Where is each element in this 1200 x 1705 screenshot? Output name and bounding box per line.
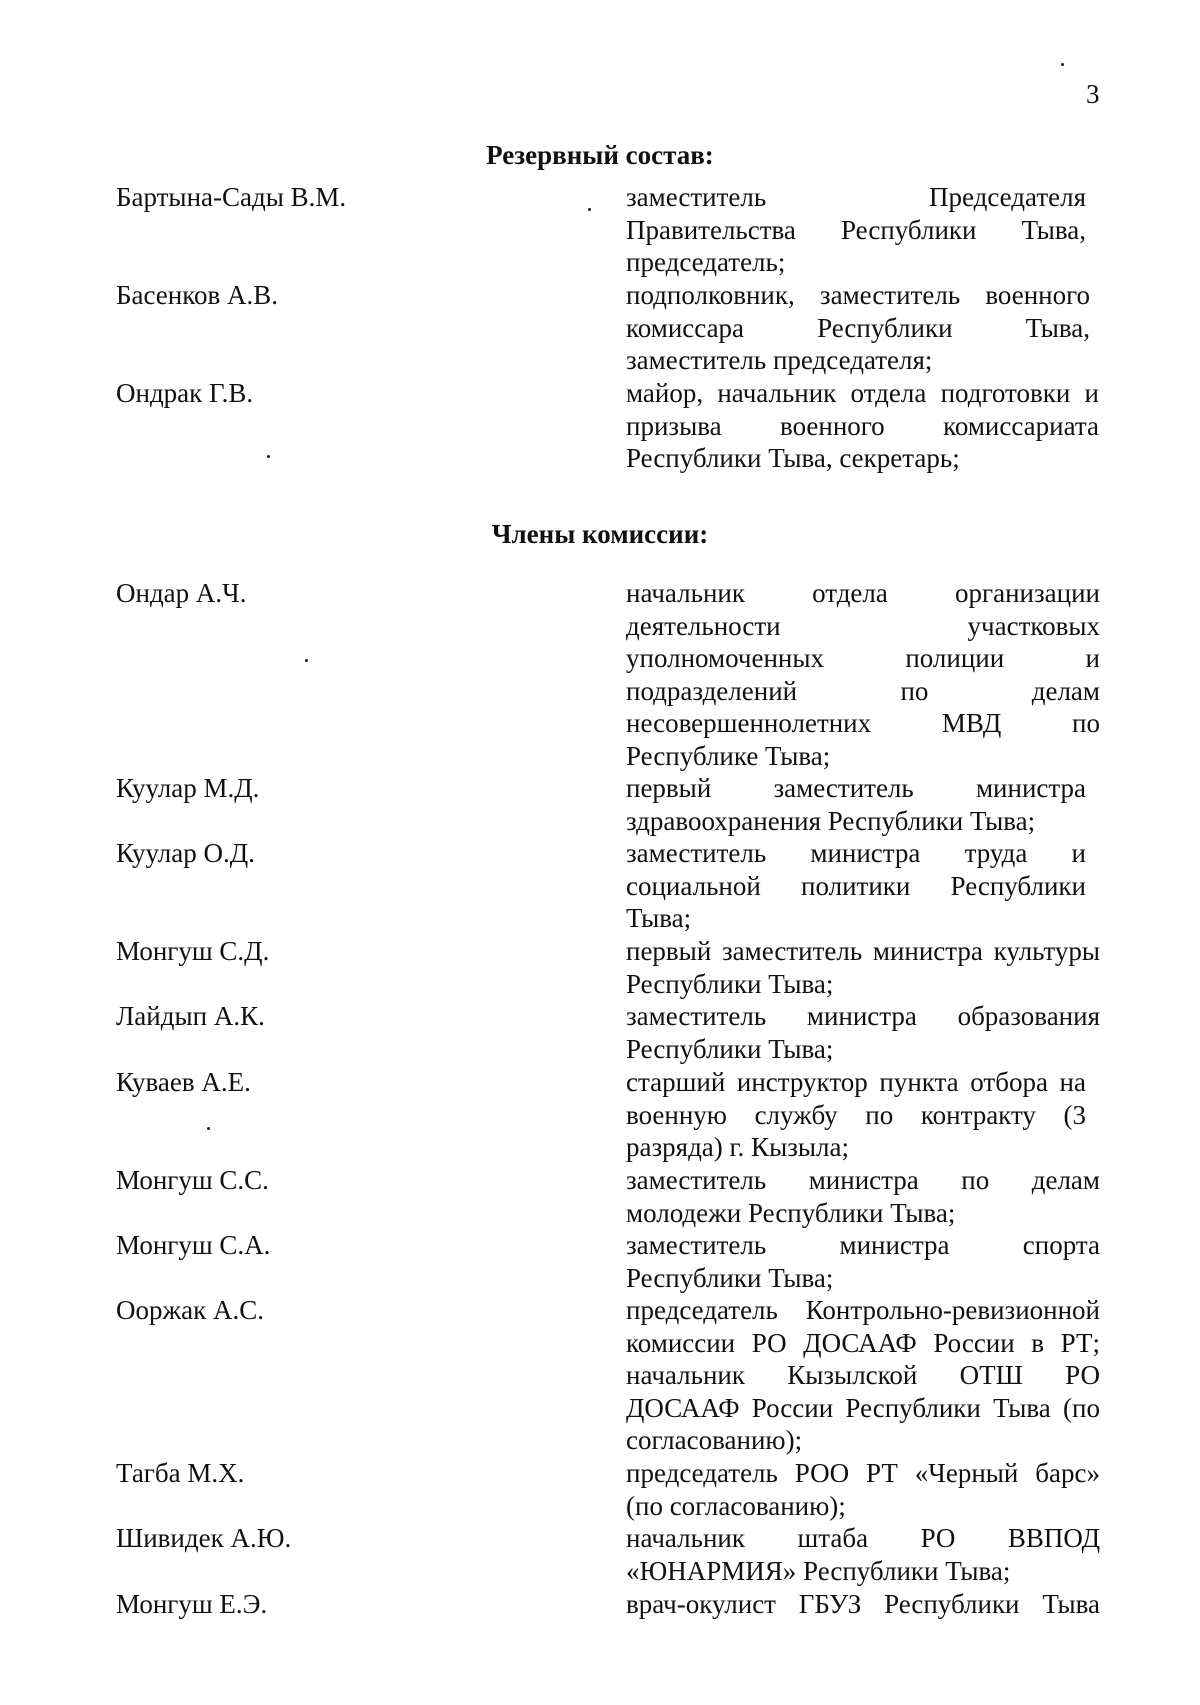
entry-role: первый заместитель министра здравоохранения Республики Тыва; xyxy=(626,773,1086,836)
entry-role: председатель Контрольно-ревизионной комиссии РО ДОСААФ России в РТ; начальник Кызылской ОТШ РО ДОСААФ России Республики Тыва (по согласованию); xyxy=(626,1295,1100,1455)
entry-name: Куулар М.Д. xyxy=(116,773,260,803)
entry-role: первый заместитель министра культуры Республики Тыва; xyxy=(626,936,1100,999)
entry-role: врач-окулист ГБУЗ Республики Тыва xyxy=(626,1589,1100,1619)
scan-speck xyxy=(267,455,270,458)
entry-name: Куваев А.Е. xyxy=(116,1067,251,1097)
entry-name: Бартына-Сады В.М. xyxy=(116,182,347,212)
entry-role: старший инструктор пункта отбора на военную службу по контракту (3 разряда) г. Кызыла; xyxy=(626,1067,1086,1162)
entry-name: Куулар О.Д. xyxy=(116,838,255,868)
entry-name: Ондрак Г.В. xyxy=(116,378,254,408)
entry-role: майор, начальник отдела подготовки и призыва военного комиссариата Республики Тыва, секретарь; xyxy=(626,378,1099,473)
entry-name: Монгуш Е.Э. xyxy=(116,1589,268,1619)
entry-role: заместитель Председателя Правительства Республики Тыва, председатель; xyxy=(626,182,1086,277)
entry-name: Монгуш С.С. xyxy=(116,1165,269,1195)
members-heading: Члены комиссии: xyxy=(491,519,709,549)
entry-role: заместитель министра образования Республики Тыва; xyxy=(626,1001,1100,1064)
reserve-heading: Резервный состав: xyxy=(486,140,714,170)
entry-role: заместитель министра труда и социальной политики Республики Тыва; xyxy=(626,838,1086,933)
entry-name: Лайдып А.К. xyxy=(116,1001,265,1031)
entry-name: Ондар А.Ч. xyxy=(116,578,247,608)
entry-role: начальник штаба РО ВВПОД «ЮНАРМИЯ» Республики Тыва; xyxy=(626,1523,1100,1586)
entry-role: заместитель министра по делам молодежи Республики Тыва; xyxy=(626,1165,1100,1228)
entry-name: Шивидек А.Ю. xyxy=(116,1523,292,1553)
entry-role: председатель РОО РТ «Черный барс» (по согласованию); xyxy=(626,1458,1100,1521)
scan-speck xyxy=(588,208,591,211)
scan-speck xyxy=(207,1127,210,1130)
entry-name: Монгуш С.Д. xyxy=(116,936,270,966)
entry-name: Монгуш С.А. xyxy=(116,1230,271,1260)
entry-role: заместитель министра спорта Республики Тыва; xyxy=(626,1230,1100,1293)
entry-role: подполковник, заместитель военного комиссара Республики Тыва, заместитель председателя; xyxy=(626,280,1090,375)
entry-name: Ооржак А.С. xyxy=(116,1295,265,1325)
page-number: 3 xyxy=(1086,79,1100,109)
scan-speck xyxy=(1061,63,1064,66)
entry-name: Басенков А.В. xyxy=(116,280,278,310)
entry-role: начальник отдела организации деятельности участковых уполномоченных полиции и подразделений по делам несовершеннолетних МВД по Республике Тыва; xyxy=(626,578,1100,771)
entry-name: Тагба М.Х. xyxy=(116,1458,245,1488)
scan-speck xyxy=(305,659,308,662)
